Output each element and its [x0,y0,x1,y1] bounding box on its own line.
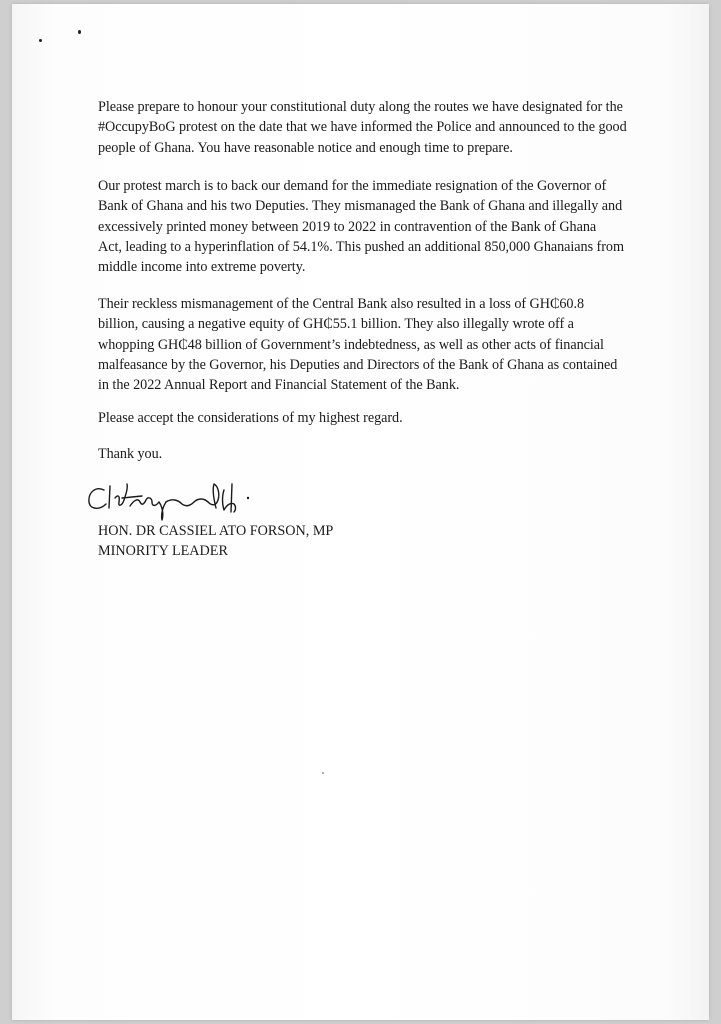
paragraph-demand [98,176,638,277]
text-line: whopping GH₵48 billion of Government’s indebtedness, as well as other acts of financial [98,336,604,353]
text-line: Our protest march is to back our demand for the immediate resignation of the Governor of [98,178,607,194]
text-line: Their reckless mismanagement of the Central Bank also resulted in a loss of GH₵60.8 [98,296,584,312]
text-line: Act, leading to a hyperinflation of 54.1%. This pushed an additional 850,000 Ghanaians from [98,238,624,255]
text-line: Please accept the considerations of my highest regard. [98,410,403,426]
paragraph-notice [98,97,638,158]
paper-speck [322,772,324,774]
paper-speck [39,39,42,42]
paragraph-thanks [98,444,638,464]
text-line: people of Ghana. You have reasonable notice and enough time to prepare. [98,139,513,156]
text-line: middle income into extreme poverty. [98,259,306,276]
text-line: Please prepare to honour your constitutional duty along the routes we have designated for the [98,99,623,115]
handwritten-signature [82,476,272,522]
text-line: Bank of Ghana and his two Deputies. They mismanaged the Bank of Ghana and illegally and [98,198,623,215]
paragraph-regards [98,408,638,428]
text-line: excessively printed money between 2019 to 2022 in contravention of the Bank of Ghana [98,218,597,235]
text-line: Thank you. [98,446,163,462]
text-line: billion, causing a negative equity of GH₵55.1 billion. They also illegally wrote off a [98,316,574,333]
text-line: in the 2022 Annual Report and Financial Statement of the Bank. [98,377,460,394]
paper-speck [78,30,81,34]
text-line: #OccupyBoG protest on the date that we have informed the Police and announced to the good [98,119,627,136]
text-line: malfeasance by the Governor, his Deputies and Directors of the Bank of Ghana as contained [98,356,618,373]
signatory-title: MINORITY LEADER [98,543,228,559]
signatory-name: HON. DR CASSIEL ATO FORSON, MP [98,523,334,539]
paragraph-mismanagement [98,294,638,395]
